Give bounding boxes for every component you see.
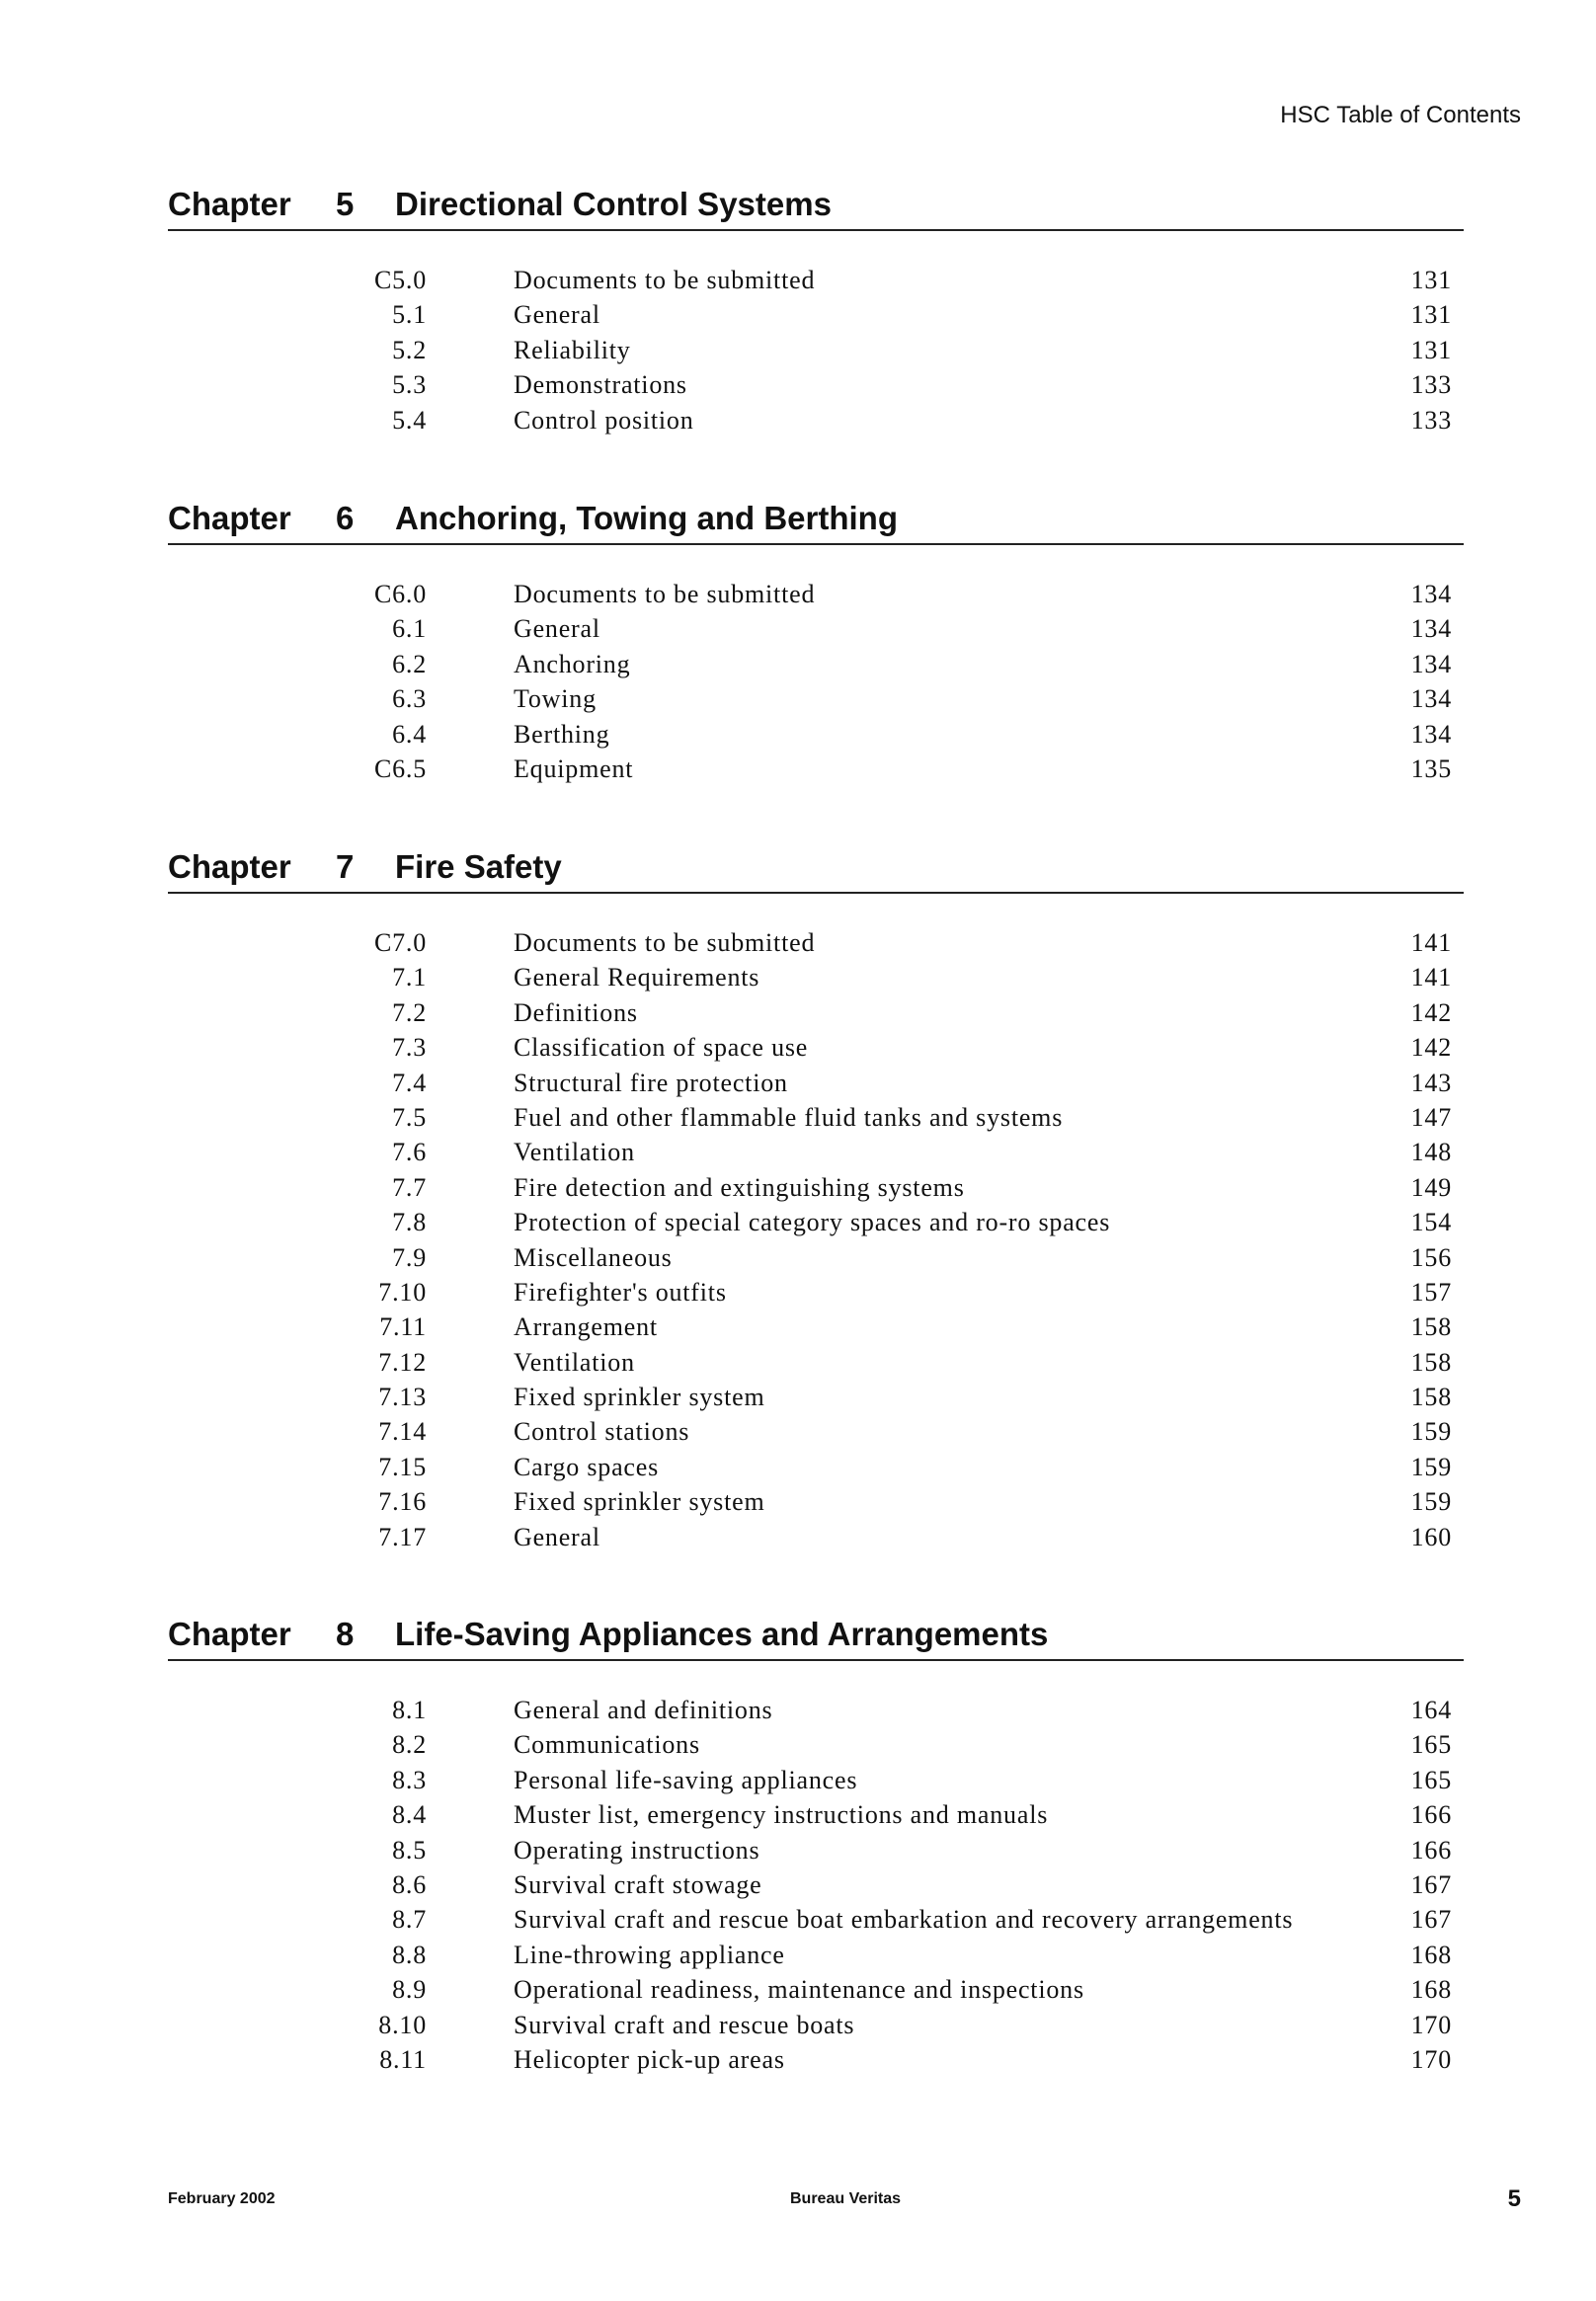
entry-page: 157	[1410, 1277, 1452, 1307]
entry-title: Equipment	[514, 754, 634, 783]
entry-title: Ventilation	[514, 1347, 635, 1377]
chapter-title: Fire Safety	[395, 848, 562, 885]
entry-number: C6.0	[373, 580, 427, 608]
toc-entry[interactable]	[168, 1453, 1464, 1487]
entry-page: 131	[1410, 335, 1452, 364]
toc-entry[interactable]	[168, 1033, 1464, 1068]
entry-page: 154	[1410, 1208, 1452, 1237]
entry-title: Anchoring	[514, 649, 631, 678]
entry-number: 7.4	[392, 1068, 427, 1097]
toc-entry[interactable]	[168, 336, 1464, 370]
entry-title: General	[514, 614, 600, 644]
toc-entry[interactable]	[168, 998, 1464, 1033]
entry-page: 159	[1410, 1417, 1452, 1447]
entry-page: 167	[1410, 1905, 1452, 1935]
entry-page: 141	[1410, 963, 1452, 992]
entry-title: Reliability	[514, 335, 631, 364]
chapter-section	[168, 844, 1464, 1557]
entry-page: 135	[1410, 754, 1452, 783]
entry-number: 8.8	[392, 1940, 427, 1969]
entry-list	[168, 1696, 1464, 2080]
entry-title: Communications	[514, 1730, 700, 1760]
chapter-title: Directional Control Systems	[395, 186, 832, 222]
entry-title: Documents to be submitted	[514, 580, 816, 608]
chapter-label: Chapter	[168, 500, 291, 536]
entry-title: General	[514, 300, 600, 330]
entry-page: 142	[1410, 997, 1452, 1027]
entry-number: C5.0	[373, 266, 427, 294]
entry-page: 158	[1410, 1312, 1452, 1342]
entry-number: 8.7	[392, 1905, 427, 1935]
entry-page: 141	[1410, 928, 1452, 957]
chapter-section	[168, 496, 1464, 789]
toc-entry[interactable]	[168, 720, 1464, 754]
toc-entry[interactable]	[168, 1417, 1464, 1452]
entry-number: 7.3	[392, 1033, 427, 1063]
toc-entry[interactable]	[168, 754, 1464, 789]
chapter-heading	[168, 1612, 1464, 1661]
entry-page: 166	[1410, 1800, 1452, 1830]
entry-number: 8.3	[392, 1765, 427, 1794]
entry-page: 168	[1410, 1975, 1452, 2005]
entry-title: Personal life-saving appliances	[514, 1765, 858, 1794]
entry-title: Demonstrations	[514, 370, 687, 400]
entry-number: 7.15	[378, 1452, 427, 1481]
chapter-label: Chapter	[168, 1616, 291, 1652]
entry-title: Survival craft stowage	[514, 1869, 762, 1899]
entry-page: 133	[1410, 370, 1452, 400]
footer-publisher: Bureau Veritas	[790, 2190, 902, 2207]
entry-title: General Requirements	[514, 963, 760, 992]
entry-page: 168	[1410, 1940, 1452, 1969]
toc-entry[interactable]	[168, 1523, 1464, 1557]
toc-entry[interactable]	[168, 1383, 1464, 1417]
entry-page: 159	[1410, 1452, 1452, 1481]
entry-page: 142	[1410, 1033, 1452, 1063]
entry-page: 148	[1410, 1138, 1452, 1167]
entry-number: 7.9	[392, 1242, 427, 1272]
chapter-section	[168, 182, 1464, 440]
entry-title: General and definitions	[514, 1696, 773, 1724]
entry-number: 7.16	[378, 1487, 427, 1517]
toc-entry[interactable]	[168, 1312, 1464, 1347]
entry-page: 134	[1410, 649, 1452, 678]
entry-number: 7.12	[378, 1347, 427, 1377]
entry-page: 167	[1410, 1869, 1452, 1899]
entry-page: 164	[1410, 1696, 1452, 1724]
entry-page: 170	[1410, 2010, 1452, 2039]
toc-entry[interactable]	[168, 1941, 1464, 1975]
entry-number: 5.2	[392, 335, 427, 364]
entry-number: 7.17	[378, 1522, 427, 1551]
entry-title: Survival craft and rescue boats	[514, 2010, 855, 2039]
entry-page: 147	[1410, 1102, 1452, 1132]
entry-number: 7.10	[378, 1277, 427, 1307]
entry-number: 8.10	[378, 2010, 427, 2039]
entry-list	[168, 266, 1464, 440]
entry-title: Arrangement	[514, 1312, 658, 1342]
entry-number: 8.5	[392, 1835, 427, 1865]
toc-entry[interactable]	[168, 1975, 1464, 2010]
entry-title: Classification of space use	[514, 1033, 809, 1063]
entry-page: 158	[1410, 1347, 1452, 1377]
entry-list	[168, 580, 1464, 789]
toc-entry[interactable]	[168, 1730, 1464, 1765]
entry-number: 7.2	[392, 997, 427, 1027]
entry-title: Structural fire protection	[514, 1068, 788, 1097]
chapter-number: 7	[336, 848, 355, 885]
entry-number: 7.5	[392, 1102, 427, 1132]
toc-entry[interactable]	[168, 650, 1464, 684]
toc-entry[interactable]	[168, 406, 1464, 440]
entry-number: 5.3	[392, 370, 427, 400]
entry-title: Towing	[514, 684, 597, 714]
toc-entry[interactable]	[168, 370, 1464, 405]
entry-title: Control position	[514, 405, 694, 435]
entry-title: General	[514, 1522, 600, 1551]
entry-number: 7.11	[379, 1312, 427, 1342]
entry-title: Protection of special category spaces and ro-ro spaces	[514, 1208, 1111, 1237]
toc-entry[interactable]	[168, 1800, 1464, 1835]
entry-page: 149	[1410, 1172, 1452, 1202]
entry-title: Berthing	[514, 719, 610, 749]
toc-entry[interactable]	[168, 1138, 1464, 1172]
entry-page: 131	[1410, 266, 1452, 294]
entry-title: Cargo spaces	[514, 1452, 660, 1481]
entry-page: 159	[1410, 1487, 1452, 1517]
toc-entry[interactable]	[168, 1766, 1464, 1800]
entry-title: Fixed sprinkler system	[514, 1487, 765, 1517]
entry-number: 8.6	[392, 1869, 427, 1899]
toc-entry[interactable]	[168, 1243, 1464, 1278]
toc-entry[interactable]	[168, 1870, 1464, 1905]
entry-number: 7.6	[392, 1138, 427, 1167]
entry-list	[168, 928, 1464, 1557]
entry-title: Firefighter's outfits	[514, 1277, 727, 1307]
entry-title: Ventilation	[514, 1138, 635, 1167]
entry-page: 143	[1410, 1068, 1452, 1097]
entry-number: 7.14	[378, 1417, 427, 1447]
entry-page: 158	[1410, 1383, 1452, 1412]
entry-title: Miscellaneous	[514, 1242, 673, 1272]
entry-number: 6.1	[392, 614, 427, 644]
entry-title: Operating instructions	[514, 1835, 760, 1865]
entry-number: 8.2	[392, 1730, 427, 1760]
entry-number: C6.5	[373, 754, 427, 783]
entry-number: 8.1	[392, 1696, 427, 1724]
toc-entry[interactable]	[168, 1696, 1464, 1730]
toc-entry[interactable]	[168, 580, 1464, 614]
entry-page: 134	[1410, 684, 1452, 714]
toc-entry[interactable]	[168, 266, 1464, 300]
entry-title: Fire detection and extinguishing systems	[514, 1172, 965, 1202]
entry-page: 134	[1410, 580, 1452, 608]
chapter-heading	[168, 844, 1464, 894]
entry-number: 6.4	[392, 719, 427, 749]
entry-title: Control stations	[514, 1417, 690, 1447]
toc-entry[interactable]	[168, 928, 1464, 963]
entry-title: Line-throwing appliance	[514, 1940, 785, 1969]
entry-page: 134	[1410, 614, 1452, 644]
toc-entry[interactable]	[168, 684, 1464, 719]
chapter-title: Anchoring, Towing and Berthing	[395, 500, 899, 536]
toc-entry[interactable]	[168, 614, 1464, 649]
chapter-number: 8	[336, 1616, 355, 1652]
entry-number: C7.0	[373, 928, 427, 957]
entry-number: 8.11	[379, 2044, 427, 2074]
chapter-label: Chapter	[168, 848, 291, 885]
footer-date: February 2002	[168, 2190, 276, 2207]
toc-entry[interactable]	[168, 1836, 1464, 1870]
entry-title: Muster list, emergency instructions and manuals	[514, 1800, 1049, 1830]
entry-page: 133	[1410, 405, 1452, 435]
entry-number: 8.9	[392, 1975, 427, 2005]
chapter-section	[168, 1612, 1464, 2080]
entry-number: 7.7	[392, 1172, 427, 1202]
entry-title: Documents to be submitted	[514, 266, 816, 294]
toc-entry[interactable]	[168, 1103, 1464, 1138]
entry-number: 5.4	[392, 405, 427, 435]
entry-page: 134	[1410, 719, 1452, 749]
entry-title: Fuel and other flammable fluid tanks and systems	[514, 1102, 1064, 1132]
entry-page: 131	[1410, 300, 1452, 330]
entry-number: 7.1	[392, 963, 427, 992]
footer-page-number: 5	[1507, 2185, 1521, 2212]
entry-page: 156	[1410, 1242, 1452, 1272]
entry-number: 5.1	[392, 300, 427, 330]
chapter-number: 6	[336, 500, 355, 536]
entry-title: Documents to be submitted	[514, 928, 816, 957]
entry-number: 6.2	[392, 649, 427, 678]
toc-entry[interactable]	[168, 1069, 1464, 1103]
entry-number: 7.13	[378, 1383, 427, 1412]
chapter-heading	[168, 182, 1464, 231]
entry-title: Definitions	[514, 997, 638, 1027]
toc-entry[interactable]	[168, 2045, 1464, 2080]
running-header: HSC Table of Contents	[1280, 102, 1521, 128]
entry-page: 166	[1410, 1835, 1452, 1865]
entry-page: 165	[1410, 1730, 1452, 1760]
entry-title: Survival craft and rescue boat embarkation and recovery arrangements	[514, 1905, 1294, 1935]
chapter-heading	[168, 496, 1464, 545]
entry-title: Helicopter pick-up areas	[514, 2044, 785, 2074]
chapter-title: Life-Saving Appliances and Arrangements	[395, 1616, 1049, 1652]
toc-entry[interactable]	[168, 963, 1464, 997]
chapter-label: Chapter	[168, 186, 291, 222]
entry-title: Fixed sprinkler system	[514, 1383, 765, 1412]
toc-entry[interactable]	[168, 1487, 1464, 1522]
toc-entry[interactable]	[168, 1278, 1464, 1312]
entry-number: 8.4	[392, 1800, 427, 1830]
toc-entry[interactable]	[168, 1905, 1464, 1940]
entry-page: 160	[1410, 1522, 1452, 1551]
entry-page: 165	[1410, 1765, 1452, 1794]
entry-page: 170	[1410, 2044, 1452, 2074]
toc-entry[interactable]	[168, 1173, 1464, 1208]
toc-entry[interactable]	[168, 2011, 1464, 2045]
toc-entry[interactable]	[168, 1348, 1464, 1383]
chapter-number: 5	[336, 186, 355, 222]
entry-title: Operational readiness, maintenance and inspections	[514, 1975, 1084, 2005]
toc-entry[interactable]	[168, 1208, 1464, 1242]
entry-number: 7.8	[392, 1208, 427, 1237]
entry-number: 6.3	[392, 684, 427, 714]
toc-entry[interactable]	[168, 300, 1464, 335]
